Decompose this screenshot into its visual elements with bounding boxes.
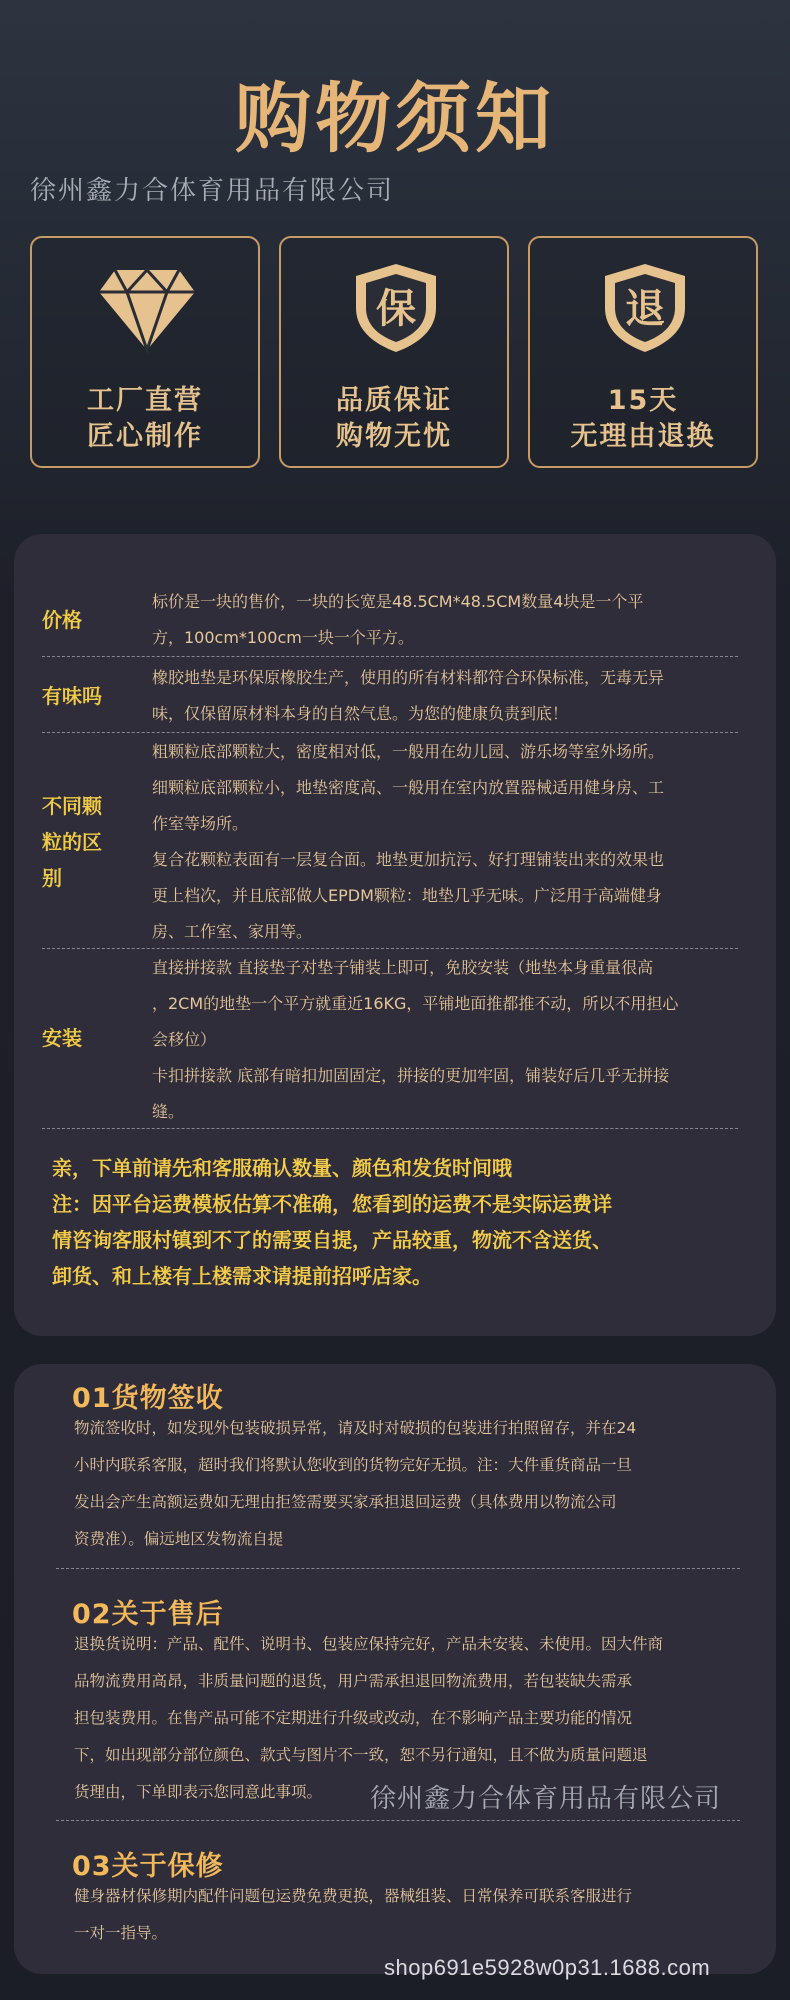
- row-line: 复合花颗粒表面有一层复合面。地垫更加抗污、好打理铺装出来的效果也: [152, 850, 665, 869]
- row-line: 更上档次，并且底部做人EPDM颗粒：地垫几乎无味。广泛用于高端健身: [152, 886, 662, 905]
- badge-return: [528, 236, 758, 468]
- badge-line-1: 工厂直营: [87, 385, 203, 416]
- section-line: 物流签收时，如发现外包装破损异常，请及时对破损的包装进行拍照留存，并在24: [74, 1419, 637, 1437]
- section-body: [74, 1410, 740, 1558]
- row-line: 直接拼接款 直接垫子对垫子铺装上即可，免胶安装（地垫本身重量很高: [152, 958, 654, 977]
- row-content: [152, 660, 738, 732]
- row-granules: [42, 734, 738, 949]
- row-label: 价格: [42, 608, 82, 632]
- row-content: [152, 734, 738, 950]
- row-line: 房、工作室、家用等。: [152, 922, 313, 941]
- badge-line-2: 匠心制作: [87, 421, 203, 452]
- section-line: 小时内联系客服，超时我们将默认您收到的货物完好无损。注：大件重货商品一旦: [74, 1456, 633, 1474]
- row-price: [42, 584, 738, 657]
- shield-tui-icon: [595, 262, 695, 354]
- row-line: ，2CM的地垫一个平方就重近16KG，平铺地面推都推不动，所以不用担心: [152, 994, 679, 1013]
- row-line: 味，仅保留原材料本身的自然气息。为您的健康负责到底！: [152, 704, 569, 723]
- company-watermark: 徐州鑫力合体育用品有限公司: [370, 1784, 722, 1814]
- row-line: 橡胶地垫是环保原橡胶生产，使用的所有材料都符合环保标准，无毒无异: [152, 668, 665, 687]
- row-content: [152, 950, 738, 1130]
- badge-quality: [279, 236, 509, 468]
- row-line: 缝。: [152, 1102, 185, 1121]
- badge-glyph: 退: [625, 286, 665, 332]
- row-line: 卡扣拼接款 底部有暗扣加固固定，拼接的更加牢固，铺装好后几乎无拼接: [152, 1066, 670, 1085]
- section-heading: 02关于售后: [72, 1599, 224, 1630]
- diamond-icon: [97, 262, 197, 354]
- row-label: [42, 788, 122, 896]
- section-delivery: [60, 1376, 740, 1546]
- badge-line-1: 品质保证: [336, 385, 452, 416]
- order-notice: [52, 1150, 752, 1294]
- row-install: [42, 950, 738, 1129]
- row-odor: [42, 660, 738, 733]
- section-line: 健身器材保修期内配件问题包运费免费更换，器械组装、日常保养可联系客服进行: [74, 1887, 633, 1905]
- section-heading: 01货物签收: [72, 1383, 224, 1414]
- section-warranty: [60, 1844, 740, 1944]
- badge-line-2: 购物无忧: [336, 421, 452, 452]
- section-divider: [56, 1568, 740, 1569]
- section-line: 资费准）。偏远地区发物流自提: [74, 1530, 284, 1548]
- company-name: 徐州鑫力合体育用品有限公司: [30, 176, 395, 206]
- row-line: 粗颗粒底部颗粒大，密度相对低，一般用在幼儿园、游乐场等室外场所。: [152, 742, 665, 761]
- section-heading: 03关于保修: [72, 1851, 224, 1882]
- section-line: 品物流费用高昂，非质量问题的退货，用户需承担退回物流费用，若包装缺失需承: [74, 1672, 633, 1690]
- row-label-line: 别: [42, 866, 62, 890]
- row-label: 安装: [42, 1026, 82, 1050]
- section-line: 担包装费用。在售产品可能不定期进行升级或改动，在不影响产品主要功能的情况: [74, 1709, 633, 1727]
- shield-bao-icon: [346, 262, 446, 354]
- section-body: [74, 1878, 740, 1952]
- section-line: 下，如出现部分部位颜色、款式与图片不一致，恕不另行通知，且不做为质量问题退: [74, 1746, 648, 1764]
- row-line: 会移位）: [152, 1030, 217, 1049]
- row-line: 细颗粒底部颗粒小，地垫密度高、一般用在室内放置器械适用健身房、工: [152, 778, 665, 797]
- badge-line-1: 15天: [607, 385, 679, 416]
- row-label-line: 粒的区: [42, 830, 102, 854]
- badge-factory-direct: [30, 236, 260, 468]
- section-line: 一对一指导。: [74, 1924, 168, 1942]
- row-label-line: 不同颗: [42, 794, 102, 818]
- notice-line: 卸货、和上楼有上楼需求请提前招呼店家。: [52, 1264, 432, 1288]
- row-line: 标价是一块的售价，一块的长宽是48.5CM*48.5CM数量4块是一个平: [152, 592, 644, 611]
- shop-url: shop691e5928w0p31.1688.com: [384, 1955, 711, 1980]
- notice-line: 亲，下单前请先和客服确认数量、颜色和发货时间哦: [52, 1156, 512, 1180]
- section-line: 退换货说明：产品、配件、说明书、包装应保持完好，产品未安装、未使用。因大件商: [74, 1635, 664, 1653]
- section-line: 发出会产生高额运费如无理由拒签需要买家承担退回运费（具体费用以物流公司: [74, 1493, 617, 1511]
- badge-glyph: 保: [376, 286, 416, 332]
- notice-line: 情咨询客服村镇到不了的需要自提，产品较重，物流不含送货、: [52, 1228, 612, 1252]
- badge-line-2: 无理由退换: [570, 421, 716, 452]
- feature-badges: [30, 236, 758, 468]
- section-line: 货理由，下单即表示您同意此事项。: [74, 1783, 323, 1801]
- row-line: 方，100cm*100cm一块一个平方。: [152, 628, 414, 647]
- row-content: [152, 584, 738, 656]
- row-line: 作室等场所。: [152, 814, 249, 833]
- page-title: 购物须知: [235, 74, 555, 163]
- notice-line: 注：因平台运费模板估算不准确，您看到的运费不是实际运费详: [52, 1192, 612, 1216]
- row-label: 有味吗: [42, 684, 102, 708]
- section-divider: [56, 1820, 740, 1821]
